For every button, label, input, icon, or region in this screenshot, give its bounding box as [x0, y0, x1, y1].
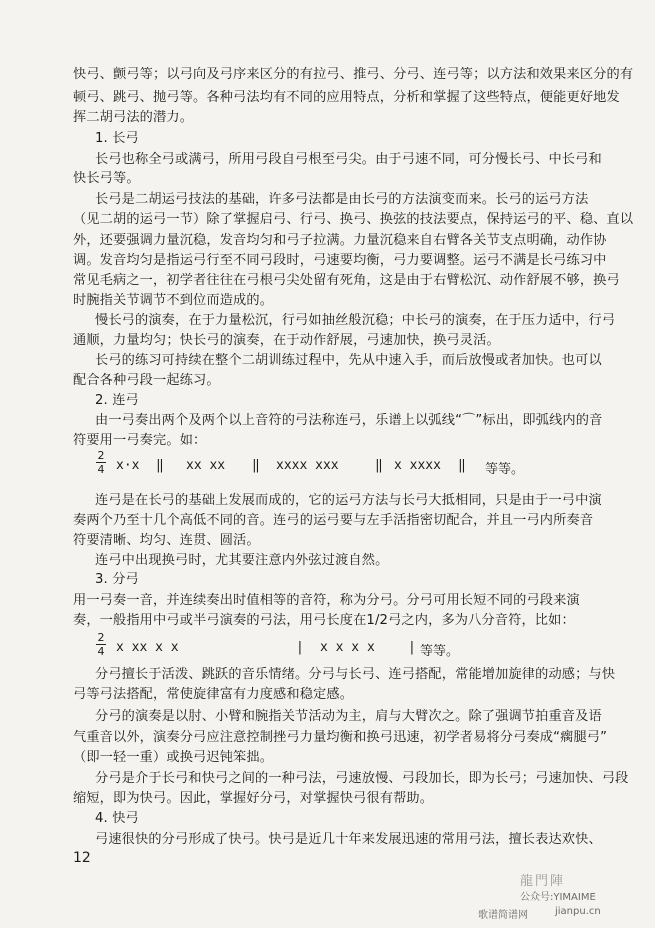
- paragraph-line: 长弓是二胡运弓技法的基础，许多弓法都是由长弓的方法演变而来。长弓的运弓方法: [95, 192, 589, 207]
- notation-segment: xxxx xxx: [276, 458, 339, 473]
- music-example-legato: [90, 448, 560, 484]
- paragraph-line: 调。发音均匀是指运弓行至不同弓段时，弓速要均衡，弓力要调整。运弓不满是长弓练习中: [73, 253, 607, 268]
- paragraph-line: 符要清晰、均匀、连贯、圆活。: [73, 533, 260, 548]
- paragraph-line: 分弓擅长于活泼、跳跃的音乐情绪。分弓与长弓、连弓搭配，常能增加旋律的动感；与快: [95, 667, 616, 682]
- paragraph-line: 顿弓、跳弓、抛弓等。各种弓法均有不同的应用特点，分析和掌握了这些特点，便能更好地发: [73, 90, 620, 105]
- paragraph-line: 由一弓奏出两个及两个以上音符的弓法称连弓，乐谱上以弧线“⌒”标出，即弧线内的音: [95, 413, 603, 428]
- watermark-text: 公众号:YIMAIME: [520, 892, 596, 903]
- time-signature-top: 2: [97, 449, 105, 462]
- paragraph-line: （见二胡的运弓一节）除了掌握启弓、行弓、换弓、换弦的技法要点，保持运弓的平、稳、直以: [73, 212, 634, 227]
- section-heading: 3. 分弓: [95, 572, 139, 587]
- paragraph-line: 长弓也称全弓或满弓，所用弓段自弓根至弓尖。由于弓速不同，可分慢长弓、中长弓和: [95, 152, 602, 167]
- paragraph-line: 气重音以外，演奏分弓应注意控制挫弓力量均衡和换弓迅速，初学者易将分弓奏成“瘸腿弓”: [73, 730, 608, 745]
- barline: ‖: [458, 458, 466, 473]
- paragraph-line: 通顺，力量均匀；快长弓的演奏，在于动作舒展，弓速加快，换弓灵活。: [73, 333, 500, 348]
- paragraph-line: 长弓的练习可持续在整个二胡训练过程中，先从中速入手，而后放慢或者加快。也可以: [95, 353, 602, 368]
- section-heading: 1. 长弓: [95, 131, 139, 146]
- notation-segment: xx xx: [186, 458, 226, 473]
- time-signature: [96, 450, 106, 475]
- paragraph-line: 奏两个乃至十几个高低不同的音。连弓的运弓要与左手活指密切配合，并且一弓内所奏音: [73, 513, 594, 528]
- watermark-text: 歌谱简谱网: [478, 910, 528, 921]
- paragraph-line: 连弓中出现换弓时，尤其要注意内外弦过渡自然。: [95, 553, 389, 568]
- time-signature-top: 2: [97, 631, 105, 644]
- paragraph-line: 缩短，即为快弓。因此，掌握好分弓，对掌握快弓很有帮助。: [73, 791, 434, 806]
- music-example-detache: [90, 630, 560, 666]
- notation-segment: x xx x x: [116, 640, 179, 655]
- notation-suffix: 等等。: [485, 462, 525, 477]
- paragraph-line: 连弓是在长弓的基础上发展而成的，它的运弓方法与长弓大抵相同，只是由于一弓中演: [95, 493, 602, 508]
- time-signature-bottom: 4: [97, 645, 105, 658]
- barline: |: [296, 640, 304, 655]
- paragraph-line: 快弓、颤弓等；以弓向及弓序来区分的有拉弓、推弓、分弓、连弓等；以方法和效果来区分的有: [73, 67, 634, 82]
- paragraph-line: 符要用一弓奏完。如：: [73, 433, 207, 448]
- notation-segment: x x x x: [320, 640, 375, 655]
- notation-segment: x xxxx: [394, 458, 441, 473]
- paragraph-line: 时腕指关节调节不到位而造成的。: [73, 293, 274, 308]
- paragraph-line: 慢长弓的演奏，在于力量松沉，行弓如抽丝般沉稳；中长弓的演奏，在于压力适中，行弓: [95, 313, 616, 328]
- paragraph-line: 分弓是介于长弓和快弓之间的一种弓法，弓速放慢、弓段加长，即为长弓；弓速加快、弓段: [95, 771, 629, 786]
- barline: |: [408, 640, 416, 655]
- page-number: 12: [73, 850, 91, 866]
- paragraph-line: （即一轻一重）或换弓迟钝笨拙。: [73, 750, 274, 765]
- barline: ‖: [252, 458, 260, 473]
- paragraph-line: 分弓的演奏是以肘、小臂和腕指关节活动为主，肩与大臂次之。除了强调节拍重音及语: [95, 709, 602, 724]
- barline: ‖: [375, 458, 383, 473]
- time-signature: [96, 632, 106, 657]
- paragraph-line: 配合各种弓段一起练习。: [73, 373, 220, 388]
- notation-segment: x·x: [116, 458, 140, 473]
- paragraph-line: 奏，一般指用中弓或半弓演奏的弓法，用弓长度在1/2弓之内，多为八分音符，比如：: [73, 613, 575, 628]
- watermark-logo: 龍門陣: [520, 874, 566, 889]
- barline: ‖: [156, 458, 164, 473]
- section-heading: 4. 快弓: [95, 811, 139, 826]
- paragraph-line: 常见毛病之一，初学者往往在弓根弓尖处留有死角，这是由于右臂松沉、动作舒展不够，换弓: [73, 273, 620, 288]
- paragraph-line: 外，还要强调力量沉稳，发音均匀和弓子拉满。力量沉稳来自右臂各关节支点明确，动作协: [73, 233, 607, 248]
- section-heading: 2. 连弓: [95, 393, 139, 408]
- paragraph-line: 弓等弓法搭配，常使旋律富有力度感和稳定感。: [73, 687, 354, 702]
- paragraph-line: 用一弓奏一音，并连续奏出时值相等的音符，称为分弓。分弓可用长短不同的弓段来演: [73, 593, 580, 608]
- paragraph-line: 挥二胡弓法的潜力。: [73, 110, 194, 125]
- notation-suffix: 等等。: [420, 644, 460, 659]
- paragraph-line: 弓速很快的分弓形成了快弓。快弓是近几十年来发展迅速的常用弓法，擅长表达欢快、: [95, 832, 602, 847]
- time-signature-bottom: 4: [97, 463, 105, 476]
- watermark-text: jianpu.cn: [555, 906, 601, 917]
- paragraph-line: 快长弓等。: [73, 171, 140, 186]
